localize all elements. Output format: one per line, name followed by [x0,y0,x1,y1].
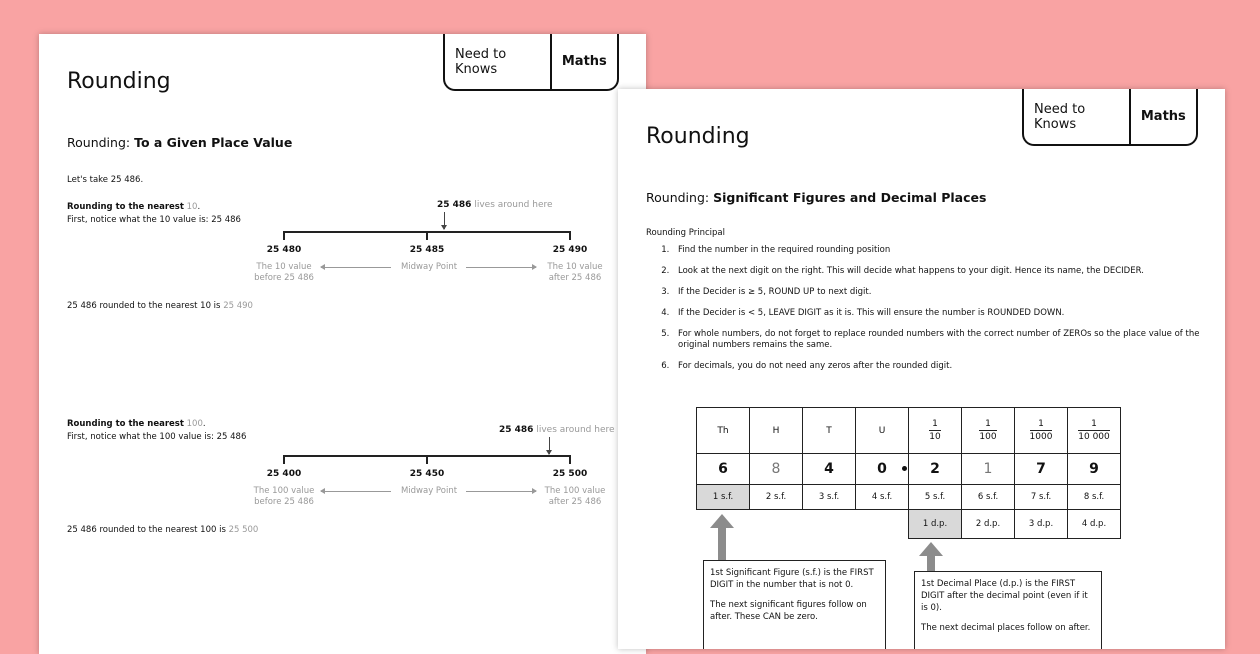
example1-rule-suffix: . [197,202,201,212]
example1-pointer [437,200,553,210]
sf-cell: 7 s.f. [1015,485,1068,510]
header-row [697,408,1121,454]
heading-bold: To a Given Place Value [134,135,293,150]
tab-maths[interactable]: Maths [550,34,617,89]
step-item: 4. If the Decider is < 5, LEAVE DIGIT as it is. This will ensure the number is ROUNDED DOWN. [672,308,1212,319]
step-item: 5. For whole numbers, do not forget to replace rounded numbers with the correct number of ZEROs so the place value of the original numbers remains the same. [672,329,1212,351]
example2-pointer-text: lives around here [536,425,615,435]
sf-cell: 8 s.f. [1068,485,1121,510]
tab-need-to-knows[interactable]: Need to Knows [1034,101,1086,132]
heading-prefix: Rounding: [646,190,710,205]
example2-tick-high [569,455,571,464]
dp-cell: 2 d.p. [962,510,1015,539]
frac-den: 10 000 [1078,432,1110,442]
example1-result [67,300,253,313]
example2-high-label-line1: The 100 value [544,486,606,496]
example1-mid-label: Midway Point [400,262,458,272]
example2-right-arrow [466,491,536,492]
digit-cell: 0 [856,454,909,485]
header-tabs [443,34,619,91]
header-ten-thousandths [1068,408,1121,454]
example2-left-arrow [321,491,391,492]
example2-high-label-line2: after 25 486 [548,497,602,507]
header-u: U [856,408,909,454]
example2-rule-prefix: Rounding to the nearest [67,419,184,429]
digit-cell: 1 [962,454,1015,485]
example1-pointer-text: lives around here [474,200,553,210]
header-tabs [1022,89,1198,146]
dp-cell: 1 d.p. [909,510,962,539]
section-heading [646,190,986,205]
example1-left-arrow [321,267,391,268]
sig-fig-note-p2: The next significant figures follow on after. These CAN be zero. [710,600,867,622]
step-item: 6. For decimals, you do not need any zeros after the rounded digit. [672,361,1212,372]
example2-low-label-line1: The 100 value [253,486,315,496]
example2-low-label [254,486,315,508]
example1-result-value: 25 490 [223,301,253,311]
example2-pointer-arrow [549,437,550,454]
sig-fig-note-p1: 1st Significant Figure (s.f.) is the FIRST DIGIT in the number that is not 0. [710,568,874,590]
example2-mid-label: Midway Point [400,486,458,496]
header-tenths [909,408,962,454]
dp-up-arrow-icon [919,542,943,572]
example2-result-value: 25 500 [228,525,259,535]
example2-high-value: 25 500 [552,469,588,479]
step-item: 1. Find the number in the required rounding position [672,245,1212,256]
digit-cell: 6 [697,454,750,485]
digit-cell: 4 [803,454,856,485]
intro-text: Let's take 25 486. [67,175,144,185]
worksheet-place-value [39,34,646,654]
frac-num: 1 [1030,418,1053,431]
header-hundredths [962,408,1015,454]
frac-num: 1 [1078,418,1110,431]
example1-low-label-line2: before 25 486 [254,273,314,283]
example2-notice: First, notice what the 100 value is: 25 486 [67,432,247,442]
example2-result [67,524,258,537]
decimal-point [902,466,907,471]
sf-cell: 5 s.f. [909,485,962,510]
header-h: H [750,408,803,454]
frac-num: 1 [929,418,940,431]
sig-fig-row [697,485,1121,510]
decimal-place-note [914,571,1102,649]
example1-low-value: 25 480 [266,245,302,255]
header-t: T [803,408,856,454]
example1-high-value: 25 490 [552,245,588,255]
digit-cell: 2 [909,454,962,485]
example1-tick-low [283,231,285,240]
example1-high-label-line2: after 25 486 [548,273,602,283]
example1-notice: First, notice what the 10 value is: 25 486 [67,215,241,225]
example1-high-label-line1: The 10 value [547,262,603,272]
sf-cell: 3 s.f. [803,485,856,510]
frac-den: 1000 [1029,432,1053,442]
example2-mid-value: 25 450 [409,469,445,479]
example1-tick-high [569,231,571,240]
step-item: 2. Look at the next digit on the right. This will decide what happens to your digit. Hence its name, the DECIDER. [672,266,1212,277]
sf-cell: 6 s.f. [962,485,1015,510]
tab-maths[interactable]: Maths [1129,89,1196,144]
page-title: Rounding [646,124,750,149]
example1-result-text: 25 486 rounded to the nearest 10 is [67,301,221,311]
example1-high-label [547,262,602,284]
example1-rule [67,201,200,214]
frac-den: 10 [929,432,941,442]
tab-need-to-knows[interactable]: Need to Knows [455,46,507,77]
sf-up-arrow-icon [710,514,734,560]
decimal-place-note-p2: The next decimal places follow on after. [921,623,1091,633]
example1-low-label-line1: The 10 value [256,262,312,272]
page-title: Rounding [67,69,171,94]
example1-pointer-arrow [444,212,445,229]
example2-result-text: 25 486 rounded to the nearest 100 is [67,525,226,535]
example2-rule-value: 100 [186,419,203,429]
sf-cell: 1 s.f. [697,485,750,510]
example2-rule-suffix: . [202,419,206,429]
heading-prefix: Rounding: [67,135,131,150]
example1-rule-prefix: Rounding to the nearest [67,202,184,212]
step-item: 3. If the Decider is ≥ 5, ROUND UP to next digit. [672,287,1212,298]
example1-mid-value: 25 485 [409,245,445,255]
example2-low-label-line2: before 25 486 [254,497,314,507]
place-value-table [696,407,1121,539]
example1-tick-mid [426,231,428,240]
example2-tick-low [283,455,285,464]
digit-row [697,454,1121,485]
frac-num: 1 [979,418,996,431]
digit-cell: 8 [750,454,803,485]
decimal-place-note-p1: 1st Decimal Place (d.p.) is the FIRST DIGIT after the decimal point (even if it is 0). [921,579,1088,613]
decimal-place-row [697,510,1121,539]
digit-cell: 7 [1015,454,1068,485]
dp-cell: 4 d.p. [1068,510,1121,539]
heading-bold: Significant Figures and Decimal Places [713,190,987,205]
sf-cell: 2 s.f. [750,485,803,510]
frac-den: 100 [979,432,997,442]
example2-rule [67,418,206,431]
dp-cell: 3 d.p. [1015,510,1068,539]
example2-pointer-number: 25 486 [499,425,534,435]
principal-label: Rounding Principal [646,228,725,238]
example2-tick-mid [426,455,428,464]
example1-pointer-number: 25 486 [437,200,472,210]
example1-low-label [254,262,314,284]
steps-list [654,245,1212,382]
example2-low-value: 25 400 [266,469,302,479]
sig-fig-note [703,560,886,649]
header-th: Th [697,408,750,454]
example1-right-arrow [466,267,536,268]
digit-cell: 9 [1068,454,1121,485]
section-heading [67,135,292,150]
example2-pointer [499,425,615,435]
worksheet-sig-figs [618,89,1225,649]
example1-rule-value: 10 [186,202,198,212]
example2-high-label [545,486,606,508]
header-thousandths [1015,408,1068,454]
sf-cell: 4 s.f. [856,485,909,510]
